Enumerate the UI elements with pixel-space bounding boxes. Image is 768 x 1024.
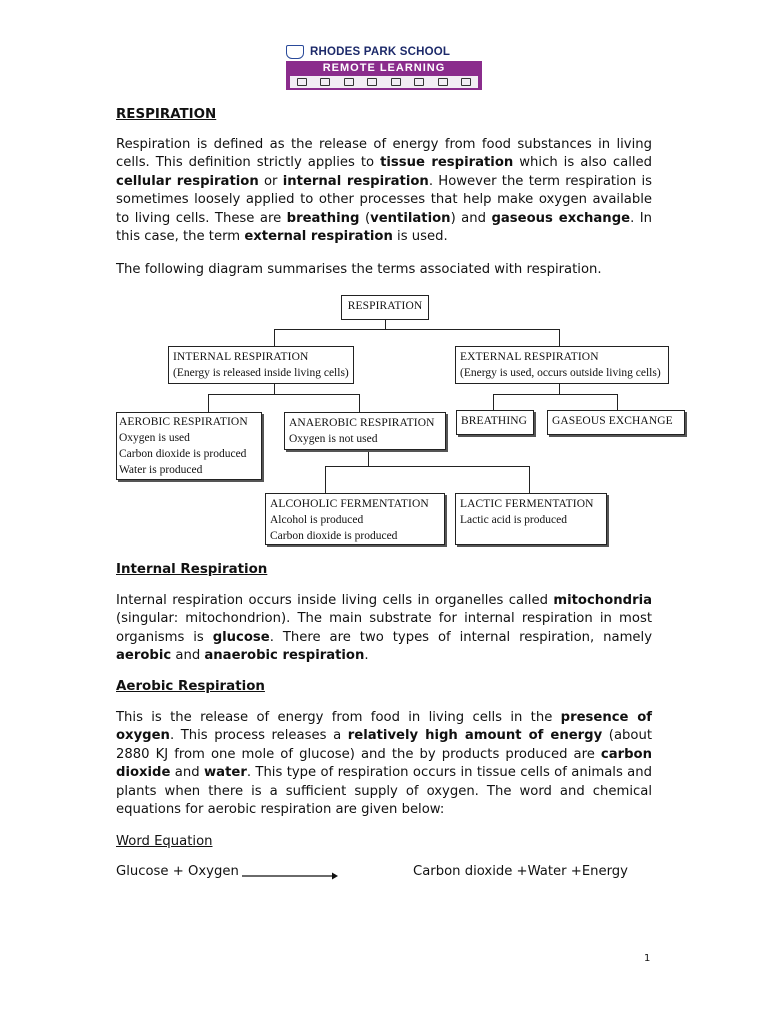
- book-icon: [438, 78, 448, 86]
- diagram-box-internal: [168, 346, 354, 384]
- box-line: Alcohol is produced: [270, 514, 364, 526]
- diagram-box-aerobic: [116, 412, 262, 480]
- box-title: BREATHING: [461, 415, 528, 427]
- box-line: Carbon dioxide is produced: [119, 448, 247, 460]
- connector-line: [274, 329, 560, 330]
- box-title: RESPIRATION: [347, 300, 423, 312]
- box-title: ANAEROBIC RESPIRATION: [289, 417, 435, 429]
- word-equation-label: Word Equation: [116, 834, 213, 849]
- aerobic-respiration-heading: Aerobic Respiration: [116, 679, 265, 694]
- diagram-box-gaseous-exchange: [547, 410, 685, 435]
- school-logo: [286, 44, 482, 90]
- diagram-box-alcoholic-fermentation: [265, 493, 445, 545]
- box-title: ALCOHOLIC FERMENTATION: [270, 498, 429, 510]
- equation-products: Carbon dioxide +Water +Energy: [413, 864, 628, 879]
- diagram-box-respiration: [341, 295, 429, 320]
- device-icon: [461, 78, 471, 86]
- box-title: INTERNAL RESPIRATION: [173, 351, 309, 363]
- diagram-box-anaerobic: [284, 412, 446, 450]
- diagram-intro-text: The following diagram summarises the terms associated with respiration.: [116, 262, 602, 277]
- school-name: RHODES PARK SCHOOL: [310, 46, 451, 58]
- page-number: 1: [644, 953, 651, 964]
- internal-respiration-paragraph: Internal respiration occurs inside living cells in organelles called mitochondria (singular: mitochondrion). The main substrate for internal respiration in most organisms is glucose. There are two types of internal respiration, namely aerobic and anaerobic respiration.: [116, 593, 652, 664]
- monitor-icon: [320, 78, 330, 86]
- phone-icon: [414, 78, 424, 86]
- box-line: (Energy is released inside living cells): [173, 367, 349, 379]
- page-title: RESPIRATION: [116, 107, 217, 122]
- connector-line: [274, 329, 275, 347]
- device-icons-strip: [290, 76, 478, 88]
- box-line: (Energy is used, occurs outside living cells): [460, 367, 661, 379]
- tablet-icon: [391, 78, 401, 86]
- box-line: Lactic acid is produced: [460, 514, 567, 526]
- box-title: EXTERNAL RESPIRATION: [460, 351, 599, 363]
- connector-line: [559, 329, 560, 347]
- box-line: Oxygen is not used: [289, 433, 378, 445]
- equation-arrow-icon: [242, 870, 338, 882]
- wifi-icon: [367, 78, 377, 86]
- box-title: AEROBIC RESPIRATION: [119, 416, 248, 428]
- connector-line: [325, 466, 530, 467]
- connector-line: [529, 466, 530, 493]
- box-line: Water is produced: [119, 464, 203, 476]
- diagram-box-external: [455, 346, 669, 384]
- box-line: Carbon dioxide is produced: [270, 530, 398, 542]
- box-title: GASEOUS EXCHANGE: [552, 415, 673, 427]
- internal-respiration-heading: Internal Respiration: [116, 562, 268, 577]
- connector-line: [493, 394, 618, 395]
- diagram-box-breathing: [456, 410, 534, 435]
- intro-paragraph: Respiration is defined as the release of energy from food substances in living cells. This definition strictly applies to tissue respiration which is also called cellular respiration or internal respiration. However the term respiration is sometimes loosely applied to other processes that help make oxygen available to living cells. These are breathing (ventilation) and gaseous exchange. In this case, the term external respiration is used.: [116, 137, 653, 245]
- connector-line: [208, 394, 360, 395]
- connector-line: [617, 394, 618, 410]
- connector-line: [325, 466, 326, 493]
- box-title: LACTIC FERMENTATION: [460, 498, 594, 510]
- connector-line: [493, 394, 494, 410]
- remote-learning-label: REMOTE LEARNING: [322, 62, 446, 74]
- diagram-box-lactic-fermentation: [455, 493, 607, 545]
- equation-reactants: Glucose + Oxygen: [116, 864, 239, 879]
- school-crest-icon: [286, 45, 304, 59]
- computer-icon: [344, 78, 354, 86]
- laptop-icon: [297, 78, 307, 86]
- box-line: Oxygen is used: [119, 432, 190, 444]
- connector-line: [359, 394, 360, 412]
- remote-learning-band: [286, 61, 482, 90]
- aerobic-respiration-paragraph: This is the release of energy from food in living cells in the presence of oxygen. This process releases a relatively high amount of energy (about 2880 KJ from one mole of glucose) and the by products produced are carbon dioxide and water. This type of respiration occurs in tissue cells of animals and plants when there is a sufficient supply of oxygen. The word and chemical equations for aerobic respiration are given below:: [116, 710, 652, 818]
- connector-line: [208, 394, 209, 412]
- connector-line: [368, 450, 369, 467]
